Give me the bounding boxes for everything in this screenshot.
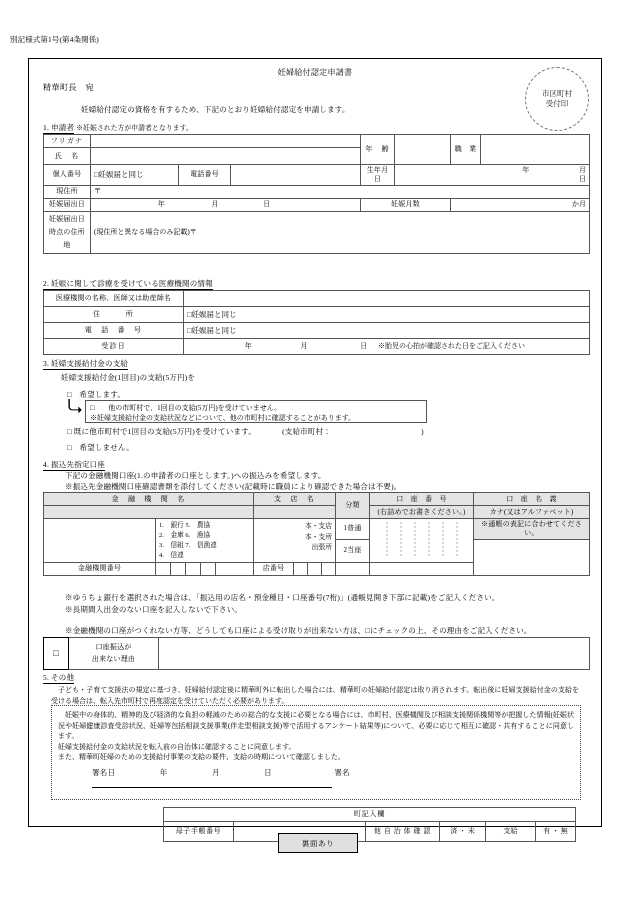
section-4-number: 4. bbox=[43, 460, 50, 469]
signature-day: 日 bbox=[264, 767, 272, 777]
account-type-futsu[interactable]: 1普通 bbox=[336, 519, 370, 540]
form-sheet bbox=[28, 58, 602, 836]
label-no-account-reason-l2: 出来ない理由 bbox=[91, 654, 136, 663]
bank-kind-option-1[interactable]: 1. 銀行 5. 農協 bbox=[159, 522, 211, 529]
field-bank-name[interactable] bbox=[44, 519, 156, 563]
back-side-button[interactable]: 裏面あり bbox=[278, 833, 358, 853]
section-2-heading bbox=[43, 278, 213, 289]
section-4-line-1: 下記の金融機関口座(1.の申請者の口座とします。)への振込みを希望します。 bbox=[65, 471, 326, 480]
bank-code-digit-4[interactable] bbox=[201, 562, 216, 575]
notice-year: 年 bbox=[157, 200, 165, 209]
lead-text: 妊婦給付認定の資格を有するため、下記のとおり妊婦給付認定を申請します。 bbox=[81, 105, 350, 114]
signature-row bbox=[92, 767, 562, 792]
consent-paragraph-3: また、精華町妊婦のための支援給付事業の支給の要件、支給の時期について確認しました。 bbox=[58, 753, 345, 761]
checkbox-no-account[interactable]: □ bbox=[44, 638, 69, 670]
table-row-med-address bbox=[44, 307, 590, 323]
field-birthdate[interactable] bbox=[395, 165, 590, 186]
bank-table-subheader bbox=[44, 506, 590, 519]
section-5-title: その他 bbox=[51, 673, 75, 682]
bank-kind-option-3[interactable]: 3. 信組 7. 信漁連 bbox=[159, 541, 217, 549]
bank-kind-option-2[interactable]: 2. 金庫 6. 漁協 bbox=[159, 531, 211, 539]
label-no-account-reason bbox=[69, 638, 159, 670]
option-already-received-label: □ 既に他市町村で1回目の支給(5万円)を受けています。 bbox=[67, 427, 256, 436]
label-institution: 医療機関の名称、医師又は助産師名 bbox=[44, 291, 184, 307]
address-at-notice-hint: (現住所と異なる場合のみ記載)〒 bbox=[94, 228, 197, 237]
visit-month: 月 bbox=[300, 342, 308, 351]
section-4-heading bbox=[43, 459, 105, 470]
field-age[interactable] bbox=[395, 135, 451, 165]
label-age: 年 齢 bbox=[361, 135, 395, 165]
branch-kind-option-1[interactable]: 本・支店 bbox=[304, 523, 332, 530]
consent-paragraph-2: 妊婦支援給付金の支給状況を転入前の自治体に確認することに同意します。 bbox=[58, 742, 296, 751]
label-name: 氏 名 bbox=[44, 148, 91, 165]
label-signature-date: 署名日 bbox=[92, 767, 116, 777]
field-visit-date[interactable] bbox=[184, 339, 590, 355]
official-use-body-row bbox=[164, 822, 576, 842]
bank-account-table bbox=[43, 492, 590, 576]
label-birthdate: 生年月日 bbox=[361, 165, 395, 186]
branch-kind-options[interactable] bbox=[254, 519, 336, 563]
label-med-address: 住 所 bbox=[44, 307, 184, 323]
label-other-municipality-check: 他 自 治 体 確 認 bbox=[366, 822, 440, 842]
table-row-address-at-notice bbox=[44, 211, 590, 254]
branch-kind-option-3[interactable]: 出張所 bbox=[311, 544, 332, 552]
bank-subheader-spacer-1 bbox=[44, 506, 254, 519]
stamp-line-1: 市区町村 bbox=[542, 88, 572, 98]
label-payment: 支給 bbox=[486, 822, 536, 842]
applicant-table bbox=[43, 134, 590, 254]
field-institution[interactable] bbox=[184, 291, 590, 307]
bank-code-row-type-spacer bbox=[336, 562, 370, 575]
birthdate-day: 日 bbox=[579, 174, 587, 183]
medical-institution-table bbox=[43, 290, 590, 355]
account-type-toza[interactable]: 2当座 bbox=[336, 539, 370, 562]
section-3-number: 3. bbox=[43, 359, 50, 368]
signature-month: 月 bbox=[211, 767, 220, 777]
account-number-dividers bbox=[373, 522, 473, 558]
label-branch-code: 店番号 bbox=[254, 562, 294, 575]
section-2-title: 妊娠に関して診療を受けている医療機関の情報 bbox=[51, 279, 213, 288]
bank-table-header bbox=[44, 493, 590, 506]
field-phone[interactable] bbox=[231, 165, 361, 186]
branch-code-digit-1[interactable] bbox=[294, 562, 308, 575]
label-med-phone: 電 話 番 号 bbox=[44, 323, 184, 339]
label-bank-code: 金融機関番号 bbox=[44, 562, 156, 575]
col-bank-name: 金 融 機 関 名 bbox=[44, 493, 254, 506]
official-use-table bbox=[163, 807, 576, 842]
section-1-heading bbox=[43, 122, 193, 133]
section-5-heading bbox=[43, 672, 74, 683]
bank-kind-options[interactable] bbox=[156, 519, 254, 563]
section-4-note-2: ※長期間入出金のない口座を記入しないで下さい。 bbox=[65, 605, 243, 614]
stamp-line-2: 受付印 bbox=[545, 99, 569, 108]
sub-condition-box bbox=[85, 400, 427, 423]
bank-subheader-spacer-2 bbox=[254, 506, 336, 519]
table-row-med-phone bbox=[44, 323, 590, 339]
field-no-account-reason[interactable] bbox=[159, 638, 590, 670]
municipal-receipt-stamp bbox=[525, 67, 589, 131]
sub-condition-checkbox[interactable]: □ 他の市町村で、1回目の支給(5万円)を受けていません。 bbox=[90, 404, 282, 412]
branch-code-digit-2[interactable] bbox=[308, 562, 322, 575]
section-2-number: 2. bbox=[43, 279, 50, 288]
col-account-name-note-2: ※通帳の表記に合わせてください。 bbox=[474, 519, 590, 540]
notice-month: 月 bbox=[211, 200, 219, 209]
field-account-holder-name[interactable] bbox=[474, 539, 590, 575]
section-5-number: 5. bbox=[43, 673, 50, 682]
label-address-at-notice-l2: 時点の住所地 bbox=[49, 227, 85, 250]
visit-date-note: ※胎児の心拍が確認された日をご記入ください bbox=[378, 342, 525, 351]
section-5-paragraph: 子ども・子育て支援法の規定に基づき、妊婦給付認定後に精華町外に転出した場合には、精華町の妊婦給付認定は取り消されます。転出後に妊婦支援給付金の支給を受ける場合は、転入先市町村で再度認定を受けていただく必要があります。 bbox=[51, 686, 579, 706]
bank-code-spacer bbox=[216, 562, 254, 575]
section-1-title: 申請者 bbox=[51, 123, 75, 132]
option-already-received[interactable] bbox=[67, 426, 424, 437]
table-row-no-account-reason bbox=[44, 638, 590, 670]
label-signature: 署名 bbox=[334, 767, 350, 777]
label-pregnancy-months: 妊娠月数 bbox=[361, 198, 451, 211]
section-4-line-2: ※振込先金融機関口座確認書類を添付してください(記載時に職員により確認できた場合は不要)。 bbox=[65, 482, 402, 491]
bank-kind-option-4[interactable]: 4. 信連 bbox=[159, 551, 184, 559]
bank-code-digit-2[interactable] bbox=[171, 562, 186, 575]
birthdate-month: 月 bbox=[579, 166, 587, 174]
label-notice-date: 妊娠届出日 bbox=[44, 198, 91, 211]
sub-condition-note: ※妊婦支援給付金の支給状況などについて、他の市町村に確認することがあります。 bbox=[90, 414, 356, 423]
bank-code-row-number-spacer bbox=[370, 562, 474, 575]
field-account-number[interactable] bbox=[370, 519, 474, 563]
option-already-close-paren: ) bbox=[421, 427, 424, 436]
col-account-type: 分類 bbox=[336, 493, 370, 519]
label-occupation: 職 業 bbox=[451, 135, 481, 165]
official-use-header-row bbox=[164, 808, 576, 822]
branch-code-digit-3[interactable] bbox=[322, 562, 336, 575]
field-furigana[interactable] bbox=[91, 135, 361, 148]
label-no-account-reason-l1: 口座振込が bbox=[95, 642, 132, 651]
label-personal-number: 個人番号 bbox=[44, 165, 91, 186]
col-branch-name: 支 店 名 bbox=[254, 493, 336, 506]
col-account-number: 口 座 番 号 bbox=[370, 493, 474, 506]
section-4-note-1: ※ゆうちょ銀行を選択された場合は、「振込用の店名・預金種目・口座番号(7桁)」(通帳見開き下部に記載)をご記入ください。 bbox=[65, 593, 500, 602]
label-current-address: 現住所 bbox=[44, 185, 91, 198]
checkbox-personal-number-same[interactable]: □妊娠届と同じ bbox=[91, 165, 179, 186]
field-current-address[interactable] bbox=[91, 185, 590, 198]
bank-code-digit-1[interactable] bbox=[156, 562, 171, 575]
field-name[interactable] bbox=[91, 148, 361, 165]
label-visit-date: 受診日 bbox=[44, 339, 184, 355]
consent-box bbox=[51, 705, 581, 800]
field-occupation[interactable] bbox=[481, 135, 590, 165]
table-row-personal-number bbox=[44, 165, 590, 186]
label-address-at-notice bbox=[44, 211, 91, 254]
table-row-notice-date bbox=[44, 198, 590, 211]
field-signature[interactable] bbox=[92, 778, 332, 788]
pregnancy-months-unit: か月 bbox=[572, 200, 587, 209]
value-done-or-not[interactable]: 済 ・ 未 bbox=[440, 822, 486, 842]
label-address-at-notice-l1: 妊娠届出日 bbox=[49, 214, 85, 223]
arrow-icon bbox=[67, 399, 83, 415]
bank-table-body-row bbox=[44, 519, 590, 540]
col-account-number-note: (右詰めでお書きください。) bbox=[370, 506, 474, 519]
label-furigana: フリガナ bbox=[44, 135, 91, 148]
visit-year: 年 bbox=[244, 342, 252, 351]
col-account-name: 口 座 名 義 bbox=[474, 493, 590, 506]
section-3-intro: 妊婦支援給付金(1回目)の支給(5万円)を bbox=[61, 373, 196, 382]
option-payment-no[interactable]: □ 希望しません。 bbox=[67, 443, 134, 452]
value-yes-or-no[interactable]: 有 ・ 無 bbox=[536, 822, 576, 842]
section-4-note-3: ※金融機関の口座がつくれない方等、どうしても口座による受け取りが出来ない方は、□にチェックの上、その理由をご記入ください。 bbox=[65, 626, 532, 635]
label-maternal-book-number: 母子手帳番号 bbox=[164, 822, 234, 842]
consent-paragraph-1: 妊娠中の身体的、精神的及び経済的な負担の軽減のための総合的な支援に必要となる場合には、市町村、医療機関及び相談支援関係機関等が把握した情報(妊娠状況や妊婦健康診査受診状況、妊婦等包括相談支援事業(伴走型相談支援)等で活用するアンケート結果等)について、必要に応じて相互に確認・共有することに同意します。 bbox=[58, 711, 574, 740]
field-address-at-notice[interactable] bbox=[91, 211, 590, 254]
no-account-reason-table bbox=[43, 637, 590, 670]
section-1-note: ※妊娠された方が申請者となります。 bbox=[76, 125, 193, 132]
section-3-heading bbox=[43, 358, 128, 369]
branch-kind-option-2[interactable]: 本・支所 bbox=[304, 533, 332, 541]
form-number: 別記様式第1号(第4条関係) bbox=[10, 35, 99, 44]
visit-day: 日 bbox=[360, 342, 368, 351]
signature-year: 年 bbox=[159, 767, 168, 777]
postal-mark-current-address: 〒 bbox=[94, 187, 101, 196]
addressee: 精華町長 宛 bbox=[43, 83, 94, 92]
field-notice-date[interactable] bbox=[91, 198, 361, 211]
table-row-furigana bbox=[44, 135, 590, 148]
field-pregnancy-months[interactable] bbox=[451, 198, 590, 211]
label-phone: 電話番号 bbox=[179, 165, 231, 186]
option-already-municipality-label: (支給市町村： bbox=[282, 427, 331, 436]
table-row-visit-date bbox=[44, 339, 590, 355]
bank-code-digit-3[interactable] bbox=[186, 562, 201, 575]
col-account-name-note-1: カナ(又はアルファベット) bbox=[474, 506, 590, 519]
birthdate-year: 年 bbox=[522, 166, 530, 174]
table-row-current-address bbox=[44, 185, 590, 198]
section-1-number: 1. bbox=[43, 123, 50, 132]
page-title: 妊婦給付認定申請書 bbox=[277, 68, 353, 77]
table-row-institution bbox=[44, 291, 590, 307]
option-payment-yes[interactable]: □ 希望します。 bbox=[67, 390, 126, 399]
section-4-title: 振込先指定口座 bbox=[51, 460, 106, 469]
notice-day: 日 bbox=[263, 200, 271, 209]
checkbox-med-address-same[interactable]: □妊娠届と同じ bbox=[184, 307, 590, 323]
section-3-title: 妊婦支援給付金の支給 bbox=[51, 359, 129, 368]
checkbox-med-phone-same[interactable]: □妊娠届と同じ bbox=[184, 323, 590, 339]
official-use-title: 町記入欄 bbox=[164, 808, 576, 822]
